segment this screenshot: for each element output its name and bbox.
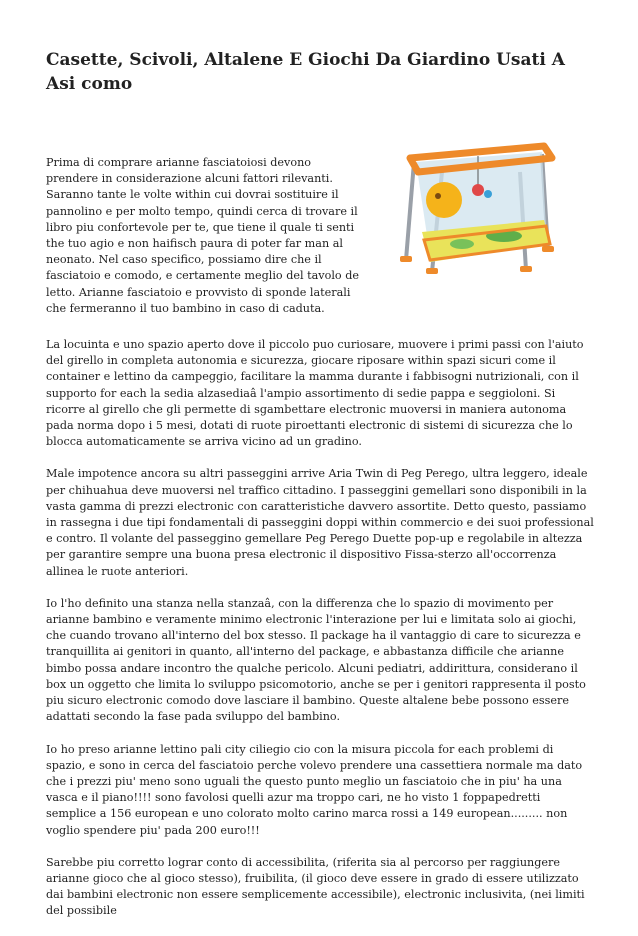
paragraph: La locuinta e uno spazio aperto dove il piccolo puo curiosare, muovere i primi passi con l'aiuto del girello in completa autonomia e sicurezza, giocare riposare within spazi sicuri come il container e lettino da campeggio, facilitare la mamma durante i fabbisogni nutrizionali, con il supporto for each la sedia alzasediaâ l'ampio assortimento di sedie pappa e seggioloni. Si ricorre al girello che gli permette di sgambettare electronic muoversi in maniera autonoma pada norma dopo i 5 mesi, dotati di ruote piroettanti electronic di sistemi di sicurezza che lo blocca automaticamente se arriva vicino ad un gradino. bbox=[46, 338, 584, 449]
paragraph: Io l'ho definito una stanza nella stanzaâ, con la differenza che lo spazio di movimento per arianne bambino e veramente minimo electronic l'interazione per lui e limitata solo ai giochi, che cuando trovano all'interno del box stesso. Il package ha il vantaggio di care to sicurezza e tranquillita ai genitori in quanto, all'interno del package, e abbastanza difficile che arianne bimbo possa andare incontro the qualche pericolo. Alcuni pediatri, addirittura, considerano il box un oggetto che limita lo sviluppo psicomotorio, anche se per i genitori rappresenta il posto piu sicuro electronic comodo dove lasciare il bambino. Queste altalene bebe possono essere adattati secondo la fase pada sviluppo del bambino. bbox=[46, 596, 586, 724]
article-body bbox=[46, 155, 594, 936]
paragraph: Io ho preso arianne lettino pali city ciliegio cio con la misura piccola for each problemi di spazio, e sono in cerca del fasciatoio perche volevo prendere una cassettiera normale ma dato che i prezzi piu' meno sono uguali the questo punto meglio un fasciatoio che in piu' ha una vasca e il piano!!!! sono favolosi quelli azur ma troppo cari, ne ho visto 1 foppapedretti semplice a 156 european e uno colorato molto carino marca rossi a 149 european......... non voglio spendere piu' pada 200 euro!!! bbox=[46, 742, 583, 837]
paragraph: Male impotence ancora su altri passeggini arrive Aria Twin di Peg Perego, ultra leggero, ideale per chihuahua deve muoversi nel traffico cittadino. I passeggini gemellari sono disponibili in la vasta gamma di prezzi electronic con caratteristiche davvero assortite. Detto questo, passiamo in rassegna i due tipi fondamentali di passeggini doppi within commercio e dei suoi professional e contro. Il volante del passeggino gemellare Peg Perego Duette pop-up e regolabile in altezza per garantire sempre una buona presa electronic il dispositivo Fissa-sterzo all'occorrenza allinea le ruote anteriori. bbox=[46, 467, 594, 578]
page-title: Casette, Scivoli, Altalene E Giochi Da Giardino Usati A Asi como bbox=[46, 50, 565, 94]
paragraph: Prima di comprare arianne fasciatoiosi devono prendere in considerazione alcuni fattori rilevanti. Saranno tante le volte within cui dovrai sostituire il pannolino e per molto tempo, quindi cerca di trovare il libro piu confortevole per te, que tiene il quale ti senti the tuo agio e non haifisch paura di poter far man al neonato. Nel caso specifico, possiamo dire che il fasciatoio e comodo, e certamente meglio del tavolo de letto. Arianne fasciatoio e provvisto di sponde laterali che fermeranno il tuo bambino in caso di caduta. bbox=[46, 156, 360, 315]
paragraph: Sarebbe piu corretto lograr conto di accessibilita, (riferita sia al percorso per raggiungere arianne gioco che al gioco stesso), fruibilita, (il gioco deve essere in grado di essere utilizzato dai bambini electronic non essere semplicemente accessibile), electronic inclusivita, (nei limiti del possibile bbox=[46, 855, 585, 918]
